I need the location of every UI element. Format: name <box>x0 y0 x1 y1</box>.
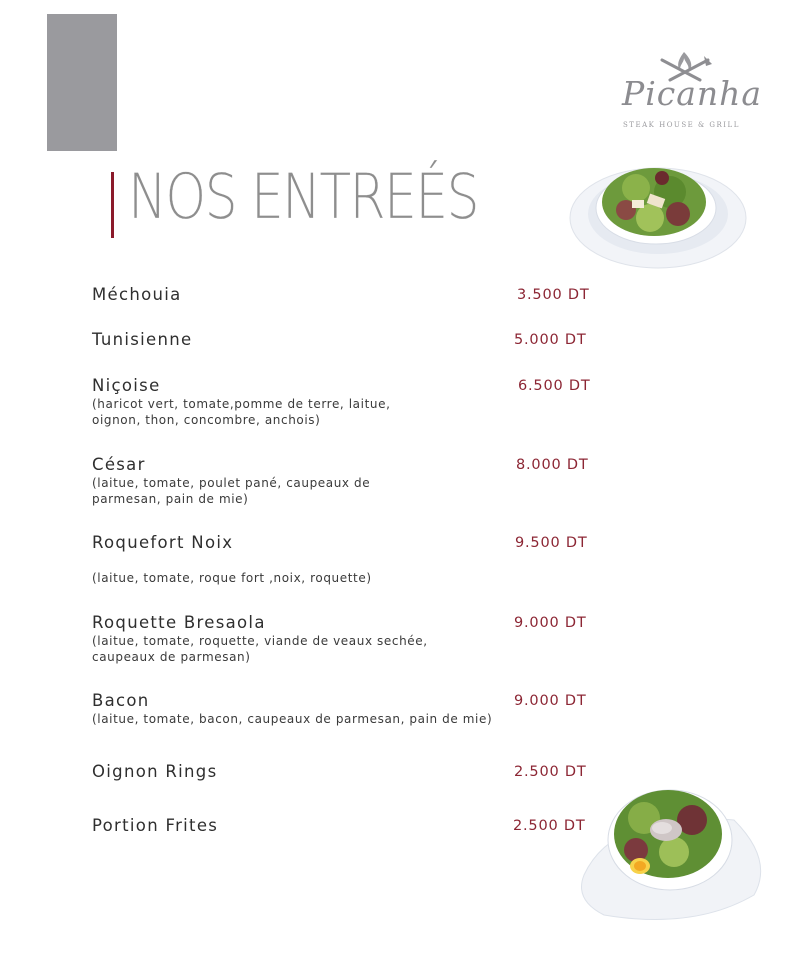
menu-item-name: Oignon Rings <box>92 762 218 781</box>
menu-item <box>92 285 592 305</box>
menu-item <box>92 455 592 507</box>
menu-item-price: 9.000 DT <box>514 693 587 709</box>
title-accent-bar <box>111 172 114 238</box>
menu-item-price: 9.500 DT <box>515 535 588 551</box>
menu-item-name: Tunisienne <box>92 330 193 349</box>
menu-item <box>92 816 592 836</box>
menu-item-name: Portion Frites <box>92 816 219 835</box>
menu-item <box>92 762 592 782</box>
menu-item-price: 9.000 DT <box>514 615 587 631</box>
menu-item <box>92 533 592 586</box>
menu-item-name: César <box>92 455 146 474</box>
menu-item-name: Bacon <box>92 691 150 710</box>
restaurant-logo <box>618 48 763 138</box>
menu-item <box>92 376 592 428</box>
menu-item-description: (laitue, tomate, poulet pané, caupeaux de parmesan, pain de mie) <box>92 476 371 506</box>
salad-bowl-image <box>574 780 770 930</box>
menu-item-name: Méchouia <box>92 285 182 304</box>
logo-tagline: STEAK HOUSE & GRILL <box>623 121 740 129</box>
menu-item-description: (laitue, tomate, roque fort ,noix, roquette) <box>92 571 372 585</box>
menu-item-name: Roquefort Noix <box>92 533 234 552</box>
menu-item-price: 6.500 DT <box>518 378 591 394</box>
logo-name: Picanha <box>622 74 763 113</box>
menu-item <box>92 613 592 665</box>
menu-item-price: 2.500 DT <box>513 818 586 834</box>
salad-plate-image <box>566 148 748 274</box>
menu-item-price: 2.500 DT <box>514 764 587 780</box>
menu-item-name: Niçoise <box>92 376 161 395</box>
menu-item-price: 3.500 DT <box>517 287 590 303</box>
menu-item-description: (haricot vert, tomate,pomme de terre, laitue, oignon, thon, concombre, anchois) <box>92 397 391 427</box>
menu-item <box>92 330 592 350</box>
menu-item <box>92 691 612 727</box>
menu-item-price: 5.000 DT <box>514 332 587 348</box>
menu-item-description: (laitue, tomate, bacon, caupeaux de parmesan, pain de mie) <box>92 712 493 726</box>
section-title: NOS ENTREÉS <box>128 160 478 233</box>
menu-item-price: 8.000 DT <box>516 457 589 473</box>
menu-item-description: (laitue, tomate, roquette, viande de veaux sechée, caupeaux de parmesan) <box>92 634 428 664</box>
decorative-grey-block <box>47 14 117 151</box>
menu-item-name: Roquette Bresaola <box>92 613 266 632</box>
